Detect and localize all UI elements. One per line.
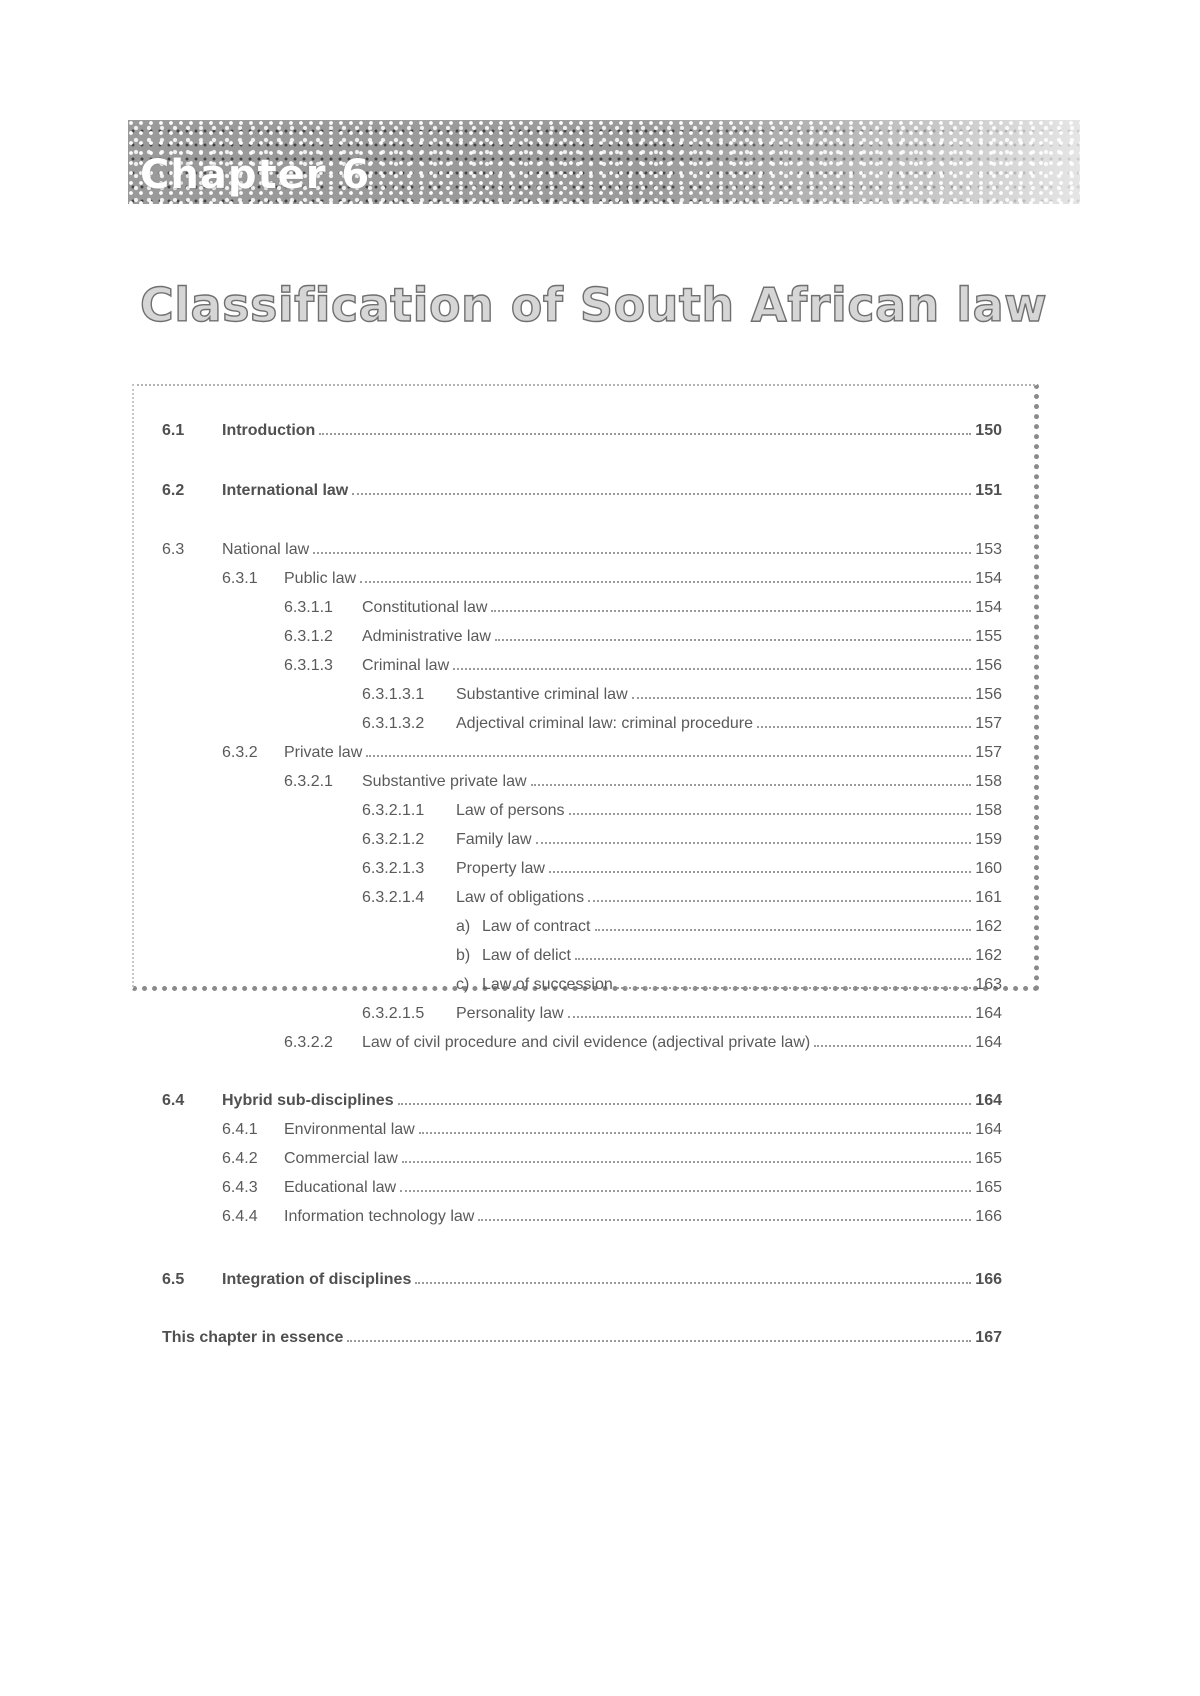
toc-page: 165 (975, 1179, 1002, 1196)
toc-entry[interactable] (0, 1327, 1200, 1349)
toc-number: c) (456, 976, 470, 993)
toc-entry[interactable] (0, 597, 1200, 619)
toc-page: 157 (975, 715, 1002, 732)
toc-page: 163 (975, 976, 1002, 993)
toc-page: 164 (975, 1005, 1002, 1022)
toc-number: 6.4.2 (222, 1150, 258, 1167)
toc-page: 150 (975, 422, 1002, 439)
toc-title: Private law (284, 744, 363, 761)
toc-title: Law of succession (482, 976, 613, 993)
toc-number: a) (456, 918, 471, 935)
toc-page: 164 (975, 1034, 1002, 1051)
toc-page: 165 (975, 1150, 1002, 1167)
toc-number: b) (456, 947, 471, 964)
toc-title: Substantive criminal law (456, 686, 628, 703)
toc-entry[interactable] (0, 974, 1200, 996)
toc-entry[interactable] (0, 1148, 1200, 1170)
toc-number: 6.5 (162, 1271, 185, 1288)
toc-page: 153 (975, 541, 1002, 558)
toc-page: 166 (975, 1271, 1002, 1288)
page-title: Classification of South African law (140, 278, 1048, 332)
toc-title: Adjectival criminal law: criminal procedure (456, 715, 753, 732)
toc-title: Introduction (222, 422, 316, 439)
toc-title: International law (222, 482, 349, 499)
toc-page: 164 (975, 1092, 1002, 1109)
toc-entry[interactable] (0, 1177, 1200, 1199)
toc-number: 6.3.2.1.5 (362, 1005, 425, 1022)
toc-entry[interactable] (0, 626, 1200, 648)
toc-title: Constitutional law (362, 599, 488, 616)
toc-number: 6.2 (162, 482, 185, 499)
toc-entry[interactable] (0, 1032, 1200, 1054)
toc-number: 6.3.2.1.4 (362, 889, 425, 906)
toc-entry[interactable] (0, 887, 1200, 909)
toc-title: Educational law (284, 1179, 397, 1196)
toc-number: 6.3.2.1.2 (362, 831, 425, 848)
toc-title: Law of civil procedure and civil evidence (adjectival private law) (362, 1034, 811, 1051)
toc-page: 155 (975, 628, 1002, 645)
toc-entry[interactable] (0, 684, 1200, 706)
toc-number: 6.4.1 (222, 1121, 258, 1138)
toc-title: Family law (456, 831, 532, 848)
toc-entry[interactable] (0, 800, 1200, 822)
toc-page: 154 (975, 599, 1002, 616)
toc-page: 164 (975, 1121, 1002, 1138)
toc-title: Personality law (456, 1005, 564, 1022)
toc-title: Property law (456, 860, 545, 877)
toc-entry[interactable] (0, 539, 1200, 561)
toc-page: 162 (975, 947, 1002, 964)
toc-entry[interactable] (0, 829, 1200, 851)
toc-number: 6.3.1.3.1 (362, 686, 425, 703)
toc-number: 6.3.1.1 (284, 599, 333, 616)
toc-entry[interactable] (0, 713, 1200, 735)
toc-title: Commercial law (284, 1150, 398, 1167)
toc-page: 167 (975, 1329, 1002, 1346)
toc-number: 6.3.2.1.3 (362, 860, 425, 877)
toc-title: Law of delict (482, 947, 571, 964)
toc-page: 154 (975, 570, 1002, 587)
toc-entry[interactable] (0, 945, 1200, 967)
toc-number: 6.3.1.3 (284, 657, 333, 674)
toc-entry[interactable] (0, 420, 1200, 442)
toc-title: This chapter in essence (162, 1329, 344, 1346)
toc-entry[interactable] (0, 655, 1200, 677)
toc-number: 6.3.1.3.2 (362, 715, 425, 732)
toc-page: 157 (975, 744, 1002, 761)
toc-title: Substantive private law (362, 773, 527, 790)
toc-number: 6.4.4 (222, 1208, 258, 1225)
toc-number: 6.3.1.2 (284, 628, 333, 645)
toc-title: Hybrid sub-disciplines (222, 1092, 394, 1109)
toc-entry[interactable] (0, 1090, 1200, 1112)
toc-page: 158 (975, 773, 1002, 790)
toc-title: Public law (284, 570, 357, 587)
toc-page: 151 (975, 482, 1002, 499)
toc-number: 6.4 (162, 1092, 185, 1109)
toc-entry[interactable] (0, 1206, 1200, 1228)
toc-number: 6.1 (162, 422, 185, 439)
toc-page: 160 (975, 860, 1002, 877)
toc-title: Integration of disciplines (222, 1271, 412, 1288)
toc-page: 162 (975, 918, 1002, 935)
toc-page: 156 (975, 657, 1002, 674)
toc-entry[interactable] (0, 1003, 1200, 1025)
toc-entry[interactable] (0, 916, 1200, 938)
toc-number: 6.3.2.1.1 (362, 802, 425, 819)
chapter-label: Chapter 6 (140, 152, 371, 198)
toc-page: 161 (975, 889, 1002, 906)
toc-number: 6.3.2.2 (284, 1034, 333, 1051)
toc-entry[interactable] (0, 1269, 1200, 1291)
toc-title: Administrative law (362, 628, 491, 645)
toc-entry[interactable] (0, 858, 1200, 880)
toc-title: Environmental law (284, 1121, 415, 1138)
toc-entry[interactable] (0, 742, 1200, 764)
toc-title: Information technology law (284, 1208, 475, 1225)
toc-title: Criminal law (362, 657, 450, 674)
toc-page: 159 (975, 831, 1002, 848)
toc-page: 166 (975, 1208, 1002, 1225)
toc-page: 158 (975, 802, 1002, 819)
toc-entry[interactable] (0, 771, 1200, 793)
toc-title: National law (222, 541, 310, 558)
toc-page: 156 (975, 686, 1002, 703)
toc-number: 6.4.3 (222, 1179, 258, 1196)
toc-entry[interactable] (0, 480, 1200, 502)
toc-number: 6.3.2.1 (284, 773, 333, 790)
toc-number: 6.3.2 (222, 744, 258, 761)
toc-number: 6.3.1 (222, 570, 258, 587)
toc-title: Law of obligations (456, 889, 585, 906)
toc-entry[interactable] (0, 568, 1200, 590)
toc-title: Law of contract (482, 918, 591, 935)
toc-number: 6.3 (162, 541, 185, 558)
toc-title: Law of persons (456, 802, 565, 819)
toc-entry[interactable] (0, 1119, 1200, 1141)
